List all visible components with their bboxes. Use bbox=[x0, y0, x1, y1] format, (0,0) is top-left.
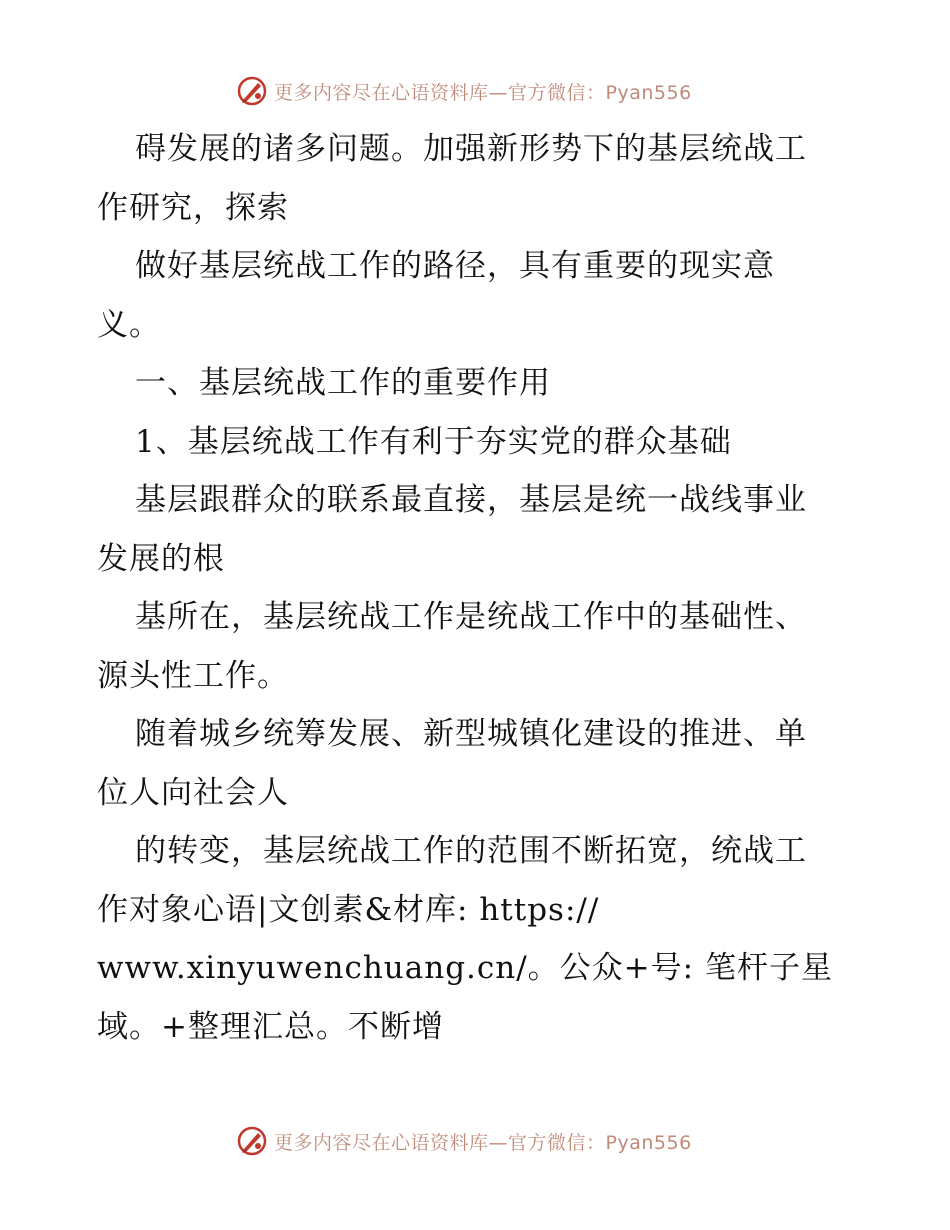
text-line: 随着城乡统筹发展、新型城镇化建设的推进、单 bbox=[135, 716, 807, 752]
text-line: 源头性工作。 bbox=[97, 657, 289, 694]
document-body bbox=[97, 120, 857, 1056]
quill-pen-seal-icon bbox=[236, 75, 268, 107]
header-watermark bbox=[236, 74, 692, 108]
text-line: 碍发展的诸多问题。加强新形势下的基层统战工 bbox=[135, 131, 807, 167]
text-line: 域。+整理汇总。不断增 bbox=[97, 1008, 444, 1045]
text-line: www.xinyuwenchuang.cn/。公众+号: 笔杆子星 bbox=[97, 950, 833, 986]
text-line: 义。 bbox=[97, 306, 161, 343]
footer-watermark bbox=[236, 1124, 692, 1158]
watermark-text: 更多内容尽在心语资料库—官方微信：Pyan556 bbox=[274, 81, 692, 104]
text-line: 作研究，探索 bbox=[97, 189, 289, 226]
subsection-heading: 1、基层统战工作有利于夯实党的群众基础 bbox=[135, 423, 732, 460]
quill-pen-seal-icon bbox=[236, 1125, 268, 1157]
text-line: 作对象心语|文创素&材库: https:// bbox=[97, 891, 600, 928]
text-line: 发展的根 bbox=[97, 540, 225, 577]
section-heading: 一、基层统战工作的重要作用 bbox=[135, 365, 551, 401]
text-line: 位人向社会人 bbox=[97, 774, 289, 811]
text-line: 基所在，基层统战工作是统战工作中的基础性、 bbox=[135, 599, 807, 635]
text-line: 基层跟群众的联系最直接，基层是统一战线事业 bbox=[135, 482, 807, 518]
text-line: 做好基层统战工作的路径，具有重要的现实意 bbox=[135, 248, 775, 284]
text-line: 的转变，基层统战工作的范围不断拓宽，统战工 bbox=[135, 833, 807, 869]
watermark-text: 更多内容尽在心语资料库—官方微信：Pyan556 bbox=[274, 1131, 692, 1154]
